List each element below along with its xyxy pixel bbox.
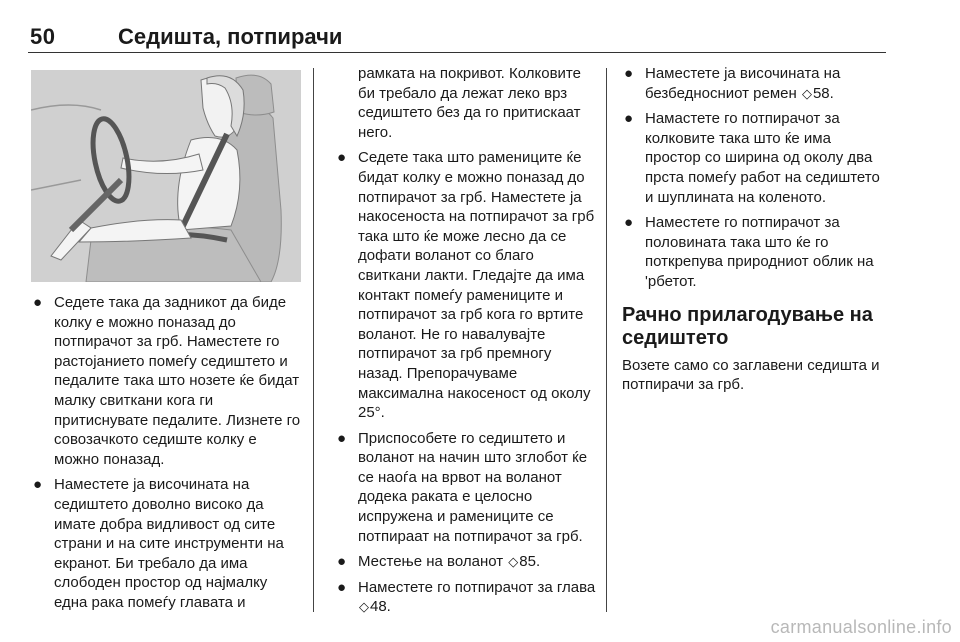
column-divider-1 <box>313 68 314 612</box>
page-reference-link[interactable]: 48. <box>370 598 391 616</box>
list-item-headrest-ref <box>335 578 599 617</box>
bullet: ● <box>337 429 347 447</box>
header-rule <box>28 52 886 53</box>
section-heading: Рачно прилагодување на седиштето <box>622 303 873 349</box>
driver-seating-illustration <box>31 70 301 282</box>
list-item-text: Седете така што рамениците ќе бидат колку е можно поназад до потпирачот за грб. Наместете ја накосеноста на потпирачот за грб така што ќе може лесно да се дофати воланот со благо свиткани лакти. Гледајте да има контакт помеѓу рамениците и потпирачот за грб кога го вртите воланот. Не го навалувајте потпирачот за грб премногу назад. Препорачуваме максимална накосеност од околу 25°. <box>358 149 595 422</box>
page-number: 50 <box>30 24 56 49</box>
column-1 <box>31 293 303 619</box>
bullet: ● <box>337 578 347 596</box>
list-item-text: Наместете ја височината на безбедносниот ремен <box>645 65 841 102</box>
list-item-steering-ref <box>335 552 599 572</box>
page-reference-icon: ◇ <box>508 554 519 570</box>
bullet: ● <box>624 65 634 82</box>
list-item <box>622 109 890 207</box>
column-3 <box>622 64 890 395</box>
page-reference-link[interactable]: 85. <box>519 553 541 571</box>
list-item <box>335 429 599 547</box>
list-item-belt-height-ref <box>622 64 890 103</box>
bullet: ● <box>33 294 43 311</box>
bullet: ● <box>624 110 634 128</box>
page-reference-icon: ◇ <box>801 85 812 101</box>
list-item-text: Наместете го потпирачот за глава <box>358 578 596 596</box>
bullet: ● <box>337 553 347 571</box>
bullet: ● <box>337 149 347 167</box>
watermark: carmanualsonline.info <box>770 617 952 637</box>
list-item-text: Седете така да задникот да биде колку е можно поназад до потпирачот за грб. Наместете го растојанието помеѓу седиштето и педалите така што нозете ќе бидат малку свиткани кога ги притиснувате педалите. Лизнете го совозачкото седиште колку е можно поназад. <box>54 294 301 468</box>
list-item <box>31 475 303 612</box>
list-item-text: Местење на воланот <box>358 553 504 571</box>
list-item-text: Приспособете го седиштето и воланот на начин што зглобот ќе се наоѓа на врвот на воланот додека раката е целосно испружена и рамениците се потпираат на потпирачот за грб. <box>358 429 588 545</box>
column-2 <box>335 64 599 623</box>
body-paragraph: Возете само со заглавени седишта и потпирачи за грб. <box>622 356 880 394</box>
page-header <box>0 0 960 56</box>
bullet: ● <box>624 214 634 232</box>
column-divider-2 <box>606 68 607 612</box>
section-title: Седишта, потпирачи <box>118 24 343 49</box>
list-item-text: Наместете ја височината на седиштето доволно високо да имате добра видливост од сите страни и на сите инструменти на екранот. Би требало да има слободен простор од најмалку една рака помеѓу главата и <box>54 476 284 611</box>
list-item <box>335 148 599 422</box>
list-item <box>622 213 890 291</box>
bullet: ● <box>33 476 43 494</box>
page-reference-icon: ◇ <box>359 599 369 615</box>
list-item-text: Намастете го потпирачот за колковите така што ќе има простор со ширина од околу два прста помеѓу работ на седиштето и шуплината на коленото. <box>645 110 880 206</box>
continuation-text: рамката на покривот. Колковите би требало да лежат леко врз седиштето без да го притискаат него. <box>358 65 581 141</box>
page-reference-link[interactable]: 58. <box>812 84 834 102</box>
list-item-text: Наместете го потпирачот за половината така што ќе го поткрепува природниот облик на 'рбетот. <box>645 214 874 290</box>
list-item <box>31 293 303 469</box>
